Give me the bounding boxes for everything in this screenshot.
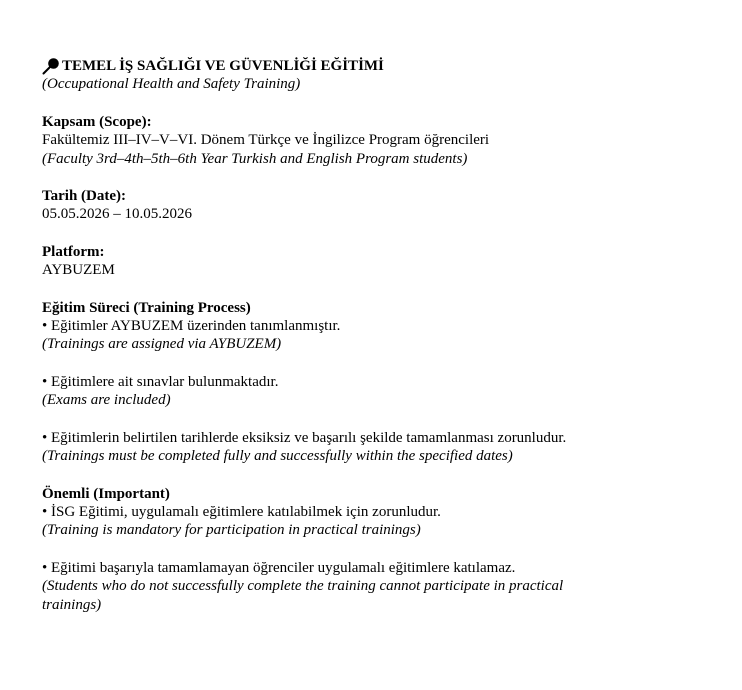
important-item-1: • İSG Eğitimi, uygulamalı eğitimlere katılabilmek için zorunludur. <box>42 503 441 520</box>
scope-text: Fakültemiz III–IV–V–VI. Dönem Türkçe ve İngilizce Program öğrencileri <box>42 132 490 149</box>
platform-value: AYBUZEM <box>42 262 115 279</box>
process-item-2-translation: (Exams are included) <box>42 392 171 409</box>
process-item-3-translation: (Trainings must be completed fully and successfully within the specified dates) <box>42 448 513 465</box>
important-item-2-translation: (Students who do not successfully complete the training cannot participate in practical trainings) <box>42 578 564 613</box>
date-heading: Tarih (Date): <box>42 188 127 205</box>
process-item-1-translation: (Trainings are assigned via AYBUZEM) <box>42 336 282 353</box>
process-item-3: • Eğitimlerin belirtilen tarihlerde eksiksiz ve başarılı şekilde tamamlanması zorunludur. <box>42 429 567 446</box>
scope-translation: (Faculty 3rd–4th–5th–6th Year Turkish and English Program students) <box>42 150 468 167</box>
process-item-2: • Eğitimlere ait sınavlar bulunmaktadır. <box>42 373 279 390</box>
date-value: 05.05.2026 – 10.05.2026 <box>42 206 192 223</box>
document-title: TEMEL İŞ SAĞLIĞI VE GÜVENLİĞİ EĞİTİMİ <box>62 58 384 74</box>
important-item-1-translation: (Training is mandatory for participation in practical trainings) <box>42 522 421 539</box>
platform-heading: Platform: <box>42 243 105 260</box>
process-heading: Eğitim Süreci (Training Process) <box>42 299 251 316</box>
important-item-2: • Eğitimi başarıyla tamamlamayan öğrenciler uygulamalı eğitimlere katılamaz. <box>42 559 516 576</box>
pushpin-icon <box>42 57 60 75</box>
document-body <box>42 57 702 614</box>
important-heading: Önemli (Important) <box>42 485 170 502</box>
scope-heading: Kapsam (Scope): <box>42 113 152 130</box>
process-item-1: • Eğitimler AYBUZEM üzerinden tanımlanmıştır. <box>42 318 341 335</box>
document-title-row <box>42 57 702 75</box>
document-subtitle: (Occupational Health and Safety Training) <box>42 76 301 93</box>
